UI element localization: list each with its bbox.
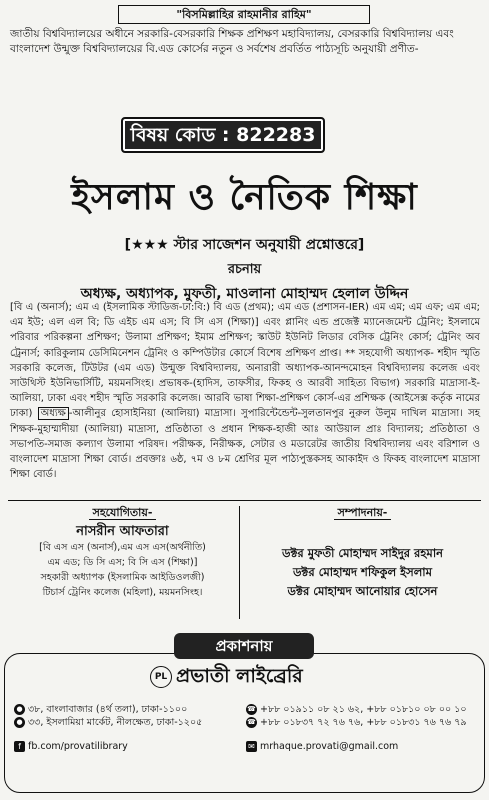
book-subtitle: [★★★ স্টার সাজেশন অনুযায়ী প্রশ্নোত্তরে] [124,237,365,253]
column-divider [239,506,240,619]
phone-icon: ☎ [247,705,256,713]
publisher-name: প্রভাতী লাইব্রেরি [176,665,303,687]
location-icon: ● [14,717,25,728]
author-bio-boxed: অধ্যক্ষ [38,407,69,420]
written-by-label: রচনায় [227,262,262,277]
editor-name: ডক্টর মোহাম্মদ শফিকুল ইসলাম [292,565,433,579]
facebook-icon: f [14,741,25,752]
email-link[interactable]: ✉ mrhaque.provati@gmail.com [246,740,481,753]
subject-code-badge: বিষয় কোড : 822283 [121,117,325,153]
author-bio-part1: [বি এ (অনার্স); এম এ (ইসলামিক স্টাডিজ-ঢা:বি:) বি এড (প্রথম); এম এড (প্রশাসন-IER) এম এম; এম এফ; এম এম; এম ইউ; এল এল বি; ডি এইচ এম এস; বি সি এস (শিক্ষা)] এবং প্লানিং এন্ড প্রজেক্ট ম্যানেজমেন্ট ট্রেনিং; ইসলামে পরিবার পরিকল্পনা প্রশিক্ষণ; উলামা প্রশিক্ষণ; ইমাম প্রশিক্ষণ; স্কাউট ইউনিট লিডার বেসিক ট্রেনিং কোর্স; ট্রেনিং অব ট্রেনার্স; কারিকুলাম ডেসিমিনেশন ট্রেনিং ও কম্পিউটার কোর্সে বিশেষ প্রশিক্ষণ প্রাপ্ত। ** সহযোগী অধ্যাপক- শহীদ স্মৃতি সরকারি কলেজ, টিউটর (এম এড) উন্মুক্ত বিশ্ববিদ্যালয়, অনারারী অধ্যাপক-আনন্দমোহন বিশ্ববিদ্যালয় কলেজ এবং সাউথিস্ট ইউনিভার্সিটি, ময়মনসিংহ। প্রভাষক-(হাদিস, তাফসীর, ফিকহ ও আরবী সাহিত্য বিভাগ) সরকারি মাদ্রাসা-ই-আলিয়া, ঢাকা এবং শহীদ স্মৃতি সরকারি কলেজ। আরবি ভাষা শিক্ষা-প্রশিক্ষণ কোর্স-এর প্রশিক্ষক (আইসেক্স কর্তৃক নামের ঢাকা) [10,302,480,420]
author-name: অধ্যক্ষ, অধ্যাপক, মুফতী, মাওলানা মোহাম্মদ হেলাল উদ্দিন [80,286,409,302]
assistant-details [10,540,235,600]
assistant-line: [বি এস এস (অনার্স),এম এস এস(অর্থনীতি) [39,542,206,553]
bismillah-heading: "বিসমিল্লাহির রাহমানীর রাহিম" [118,5,370,24]
phone-line: ☎ +৮৮ ০১৯১১ ০৮ ২১ ৬২, +৮৮ ০১৮১০ ০৮ ০০ ১০ [247,704,467,715]
author-bio-part2: -আলীনুর হোসাইনিয়া (আলিয়া) মাদ্রাসা। সুপারিন্টেন্ডেন্ট-সুলতানপুর নুরুল উলুম দাখিল মাদ্রাসা। সহ শিক্ষক-মুহাম্মাদীয়া (আলিয়া) মাদ্রাসা, প্রতিষ্ঠাতা ও প্রধান শিক্ষক-হাজী আঃ আউয়াল প্রাঃ বিদ্যালয়; প্রতিষ্ঠাতা ও সভাপতি-সমাজ কল্যাণ উলামা পরিষদ। পরীক্ষক, নিরীক্ষক, সেটার ও মডারেটর জাতীয় বিশ্ববিদ্যালয় এবং বরিশাল ও বাংলাদেশ মাদ্রাসা শিক্ষা বোর্ড। প্রবক্তাঃ ৬ষ্ঠ, ৭ম ও ৮ম শ্রেণির মূল পাঠ্যপুস্তকসহ আকাইদ ও ফিকহ বাংলাদেশ মাদ্রাসা শিক্ষা বোর্ড। [10,408,480,481]
author-bio [10,300,480,482]
publisher-logo: PL [150,666,172,688]
editor-list [245,544,480,601]
editor-name: ডক্টর মুফতী মোহাম্মদ সাইদুর রহমান [281,546,444,560]
section-divider [8,500,481,501]
phone-icon: ☎ [247,718,256,726]
phone-block [246,703,481,729]
facebook-link[interactable]: f fb.com/provatilibrary [14,740,244,753]
address-line: ● ৩৮, বাংলাবাজার (৪র্থ তলা), ঢাকা-১১০০ [14,703,244,716]
assistant-name: নাসরীন আফতারা [76,524,169,539]
email-icon: ✉ [246,741,257,752]
assistant-line: টিচার্স ট্রেনিং কলেজ (মহিলা), ময়মনসিংহ। [42,587,203,598]
intro-text: জাতীয় বিশ্ববিদ্যালয়ের অধীনে সরকারি-বেসরকারি শিক্ষক প্রশিক্ষণ মহাবিদ্যালয়, বেসরকারি বিশ্ববিদ্যালয় এবং বাংলাদেশ উন্মুক্ত বিশ্ববিদ্যালয়ের বি.এড কোর্সের নতুন ও সর্বশেষ প্রবর্তিত পাঠ্যসূচি অনুযায়ী প্রণীত- [10,28,454,55]
address-block [14,703,244,729]
phone-line: ☎ +৮৮ ০১৮৩৭ ৭২ ৭৬ ৭৬, +৮৮ ০১৮৩১ ৭৬ ৭৬ ৭৯ [247,717,467,728]
publisher-banner: প্রকাশনায় [174,633,314,659]
assistant-line: সহকারী অধ্যাপক (ইসলামিক আইডিওলজী) [40,572,205,583]
book-title: ইসলাম ও নৈতিক শিক্ষা [71,177,418,218]
address-line: ● ৩৩, ইসলামিয়া মার্কেট, নীলক্ষেত, ঢাকা-১২০৫ [14,716,244,729]
assistant-line: এম এড; ডি সি এস; বি সি এস (শিক্ষা)] [47,557,198,568]
location-icon: ● [14,704,25,715]
editor-name: ডক্টর মোহাম্মদ আনোয়ার হোসেন [287,584,438,598]
editing-heading: সম্পাদনায়- [245,504,480,523]
assistance-heading: সহযোগিতায়- [10,504,235,523]
